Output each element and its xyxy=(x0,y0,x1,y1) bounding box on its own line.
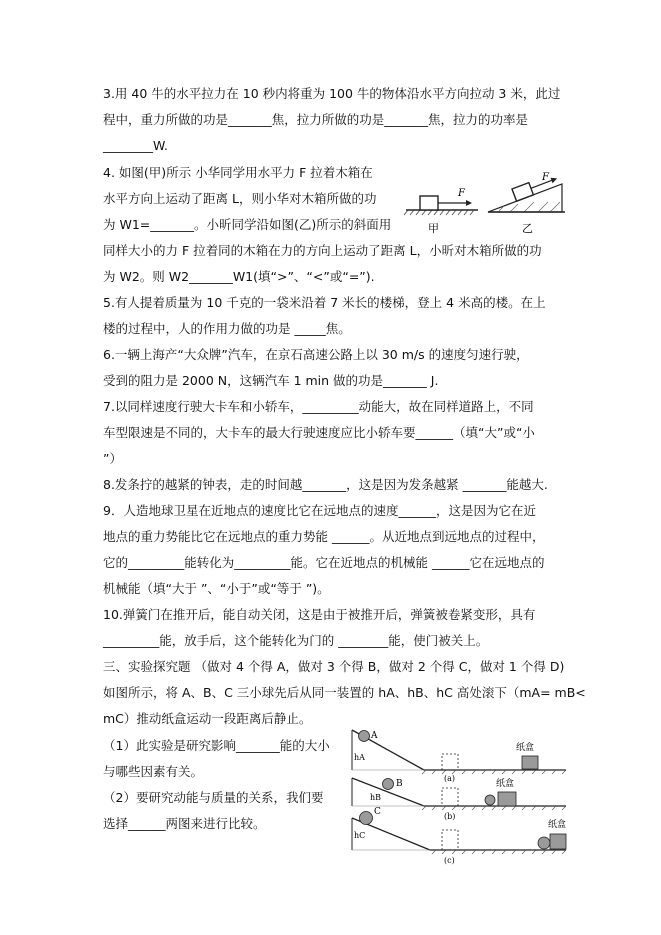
ball-label: B xyxy=(396,779,403,789)
force-label: F xyxy=(542,172,549,183)
ball-label: A xyxy=(371,731,378,741)
text-line: ”） xyxy=(103,451,122,466)
text-line: 8.发条拧的越紧的钟表，走的时间越_______，这是因为发条越紧 _______能越大. xyxy=(103,477,548,492)
text-line: 受到的阻力是 2000 N，这辆汽车 1 min 做的功是_______ J. xyxy=(103,373,439,388)
text-line: 同样大小的力 F 拉着同的木箱在力的方向上运动了距离 L，小昕对木箱所做的功 xyxy=(103,243,542,258)
paper-box xyxy=(498,792,516,806)
text-line: 3.用 40 牛的水平拉力在 10 秒内将重为 100 牛的物体沿水平方向拉动 3 米，此过 xyxy=(103,86,561,101)
text-line: 与哪些因素有关。 xyxy=(103,764,204,779)
text-line: 10.弹簧门在推开后，能自动关闭，这是由于被推开后，弹簧被卷紧变形，具有 xyxy=(103,607,536,622)
ball-a xyxy=(359,731,370,742)
text-line: 如图所示，将 A、B、C 三小球先后从同一装置的 hA、hB、hC 高处滚下（mA= mB< xyxy=(103,685,586,700)
text-line: 选择______两图来进行比较。 xyxy=(103,816,266,831)
ball-b xyxy=(383,779,394,790)
text-line: 程中，重力所做的功是_______焦，拉力所做的功是_______焦，拉力的功率是 xyxy=(103,112,529,127)
text-line: 为 W1=_______。小昕同学沿如图(乙)所示的斜面用 xyxy=(103,217,392,232)
ball-b-bottom xyxy=(485,795,495,805)
text-line: （2）要研究动能与质量的关系，我们要 xyxy=(103,790,324,805)
force-label: F xyxy=(458,188,465,199)
text-line: 5.有人提着质量为 10 千克的一袋米沿着 7 米长的楼梯，登上 4 米高的楼。在上 xyxy=(103,295,546,310)
box-label: 纸盒 xyxy=(548,820,567,830)
height-label: hC xyxy=(354,831,366,840)
text-line: 地点的重力势能比它在远地点的重力势能 ______。从近地点到远地点的过程中， xyxy=(103,529,545,544)
text-line: 6.一辆上海产“大众牌”汽车，在京石高速公路上以 30 m/s 的速度匀速行驶， xyxy=(103,347,529,362)
panel-label: (b) xyxy=(444,812,456,821)
paper-box xyxy=(550,834,566,849)
text-line: 车型限速是不同的，大卡车的最大行驶速度应比小轿车要______（填“大”或“小 xyxy=(103,425,535,440)
figure-force-diagram xyxy=(400,168,570,240)
box xyxy=(420,196,438,210)
text-line: 机械能（填“大于 ”、“小于”或“等于 ”)。 xyxy=(103,581,330,596)
panel-label: (c) xyxy=(444,856,455,865)
ball-c-bottom xyxy=(538,837,550,849)
height-label: hB xyxy=(370,793,382,802)
figure-ramps-experiment xyxy=(346,726,572,866)
text-line: 9．人造地球卫星在近地点的速度比它在远地点的速度______，这是因为它在近 xyxy=(103,503,536,518)
box-label: 纸盒 xyxy=(496,779,515,789)
ramp-panel-a xyxy=(352,730,566,783)
box-label: 纸盒 xyxy=(516,743,535,753)
panel-label: (a) xyxy=(444,774,456,783)
text-line: 楼的过程中，人的作用力做的功是 _____焦。 xyxy=(103,321,351,336)
text-line: （1）此实验是研究影响_______能的大小 xyxy=(103,738,330,753)
text-line: _________能，放手后，这个能转化为门的 ________能，使门被关上。 xyxy=(103,633,489,648)
text-line: 7.以同样速度行驶大卡车和小轿车，_________动能大，故在同样道路上，不同 xyxy=(103,399,534,414)
ramp-panel-c xyxy=(352,807,566,865)
paper-box xyxy=(522,756,538,769)
ball-label: C xyxy=(374,807,381,817)
figure-label-jia: 甲 xyxy=(428,222,439,235)
figure-label-yi: 乙 xyxy=(522,222,533,235)
text-line: ________W. xyxy=(103,138,168,153)
text-line: mC）推动纸盒运动一段距离后静止。 xyxy=(103,711,312,726)
text-line: 它的_________能转化为_________能。它在近地点的机械能 ______它在远地点的 xyxy=(103,555,545,570)
text-line: 水平方向上运动了距离 L，则小华对木箱所做的功 xyxy=(103,191,377,206)
text-line: 三、实验探究题 （做对 4 个得 A，做对 3 个得 B，做对 2 个得 C，做对 1 个得 D) xyxy=(103,659,565,674)
text-line: 4. 如图(甲)所示 小华同学用水平力 F 拉着木箱在 xyxy=(103,165,373,180)
height-label: hA xyxy=(354,753,365,762)
text-line: 为 W2。则 W2_______W1(填“>”、“<”或“=”). xyxy=(103,269,375,284)
ball-c xyxy=(360,812,373,825)
ramp-panel-b xyxy=(352,777,566,821)
